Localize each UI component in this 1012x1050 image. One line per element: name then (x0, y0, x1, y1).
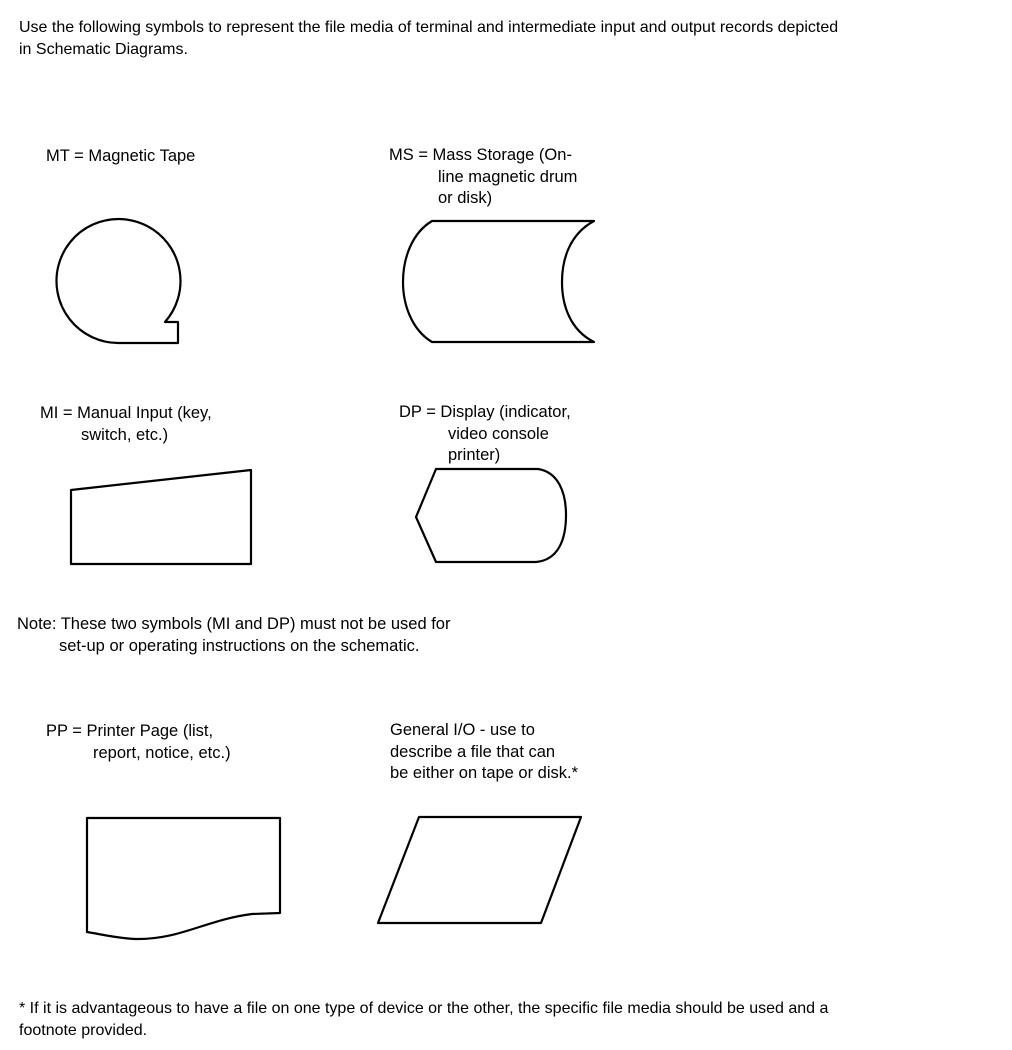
manual-input-icon (71, 470, 251, 564)
footnote-line-1: * If it is advantageous to have a file on one type of device or the other, the specific file media should be used and a (19, 1000, 829, 1017)
intro-line-2: in Schematic Diagrams. (19, 40, 188, 58)
pp-label-line-1: PP = Printer Page (list, (46, 722, 214, 740)
io-label-line-3: be either on tape or disk.* (390, 764, 579, 782)
io-label-line-1: General I/O - use to (390, 721, 535, 739)
note-line-2: set-up or operating instructions on the schematic. (59, 636, 420, 655)
dp-label-line-2: video console (448, 424, 549, 443)
display-icon (416, 469, 566, 562)
mi-label-line-1: MI = Manual Input (key, (40, 404, 212, 422)
printer-page-icon (87, 818, 280, 939)
footnote-line-2: footnote provided. (19, 1021, 148, 1039)
pp-label-line-2: report, notice, etc.) (93, 743, 231, 762)
mt-label-line-1: MT = Magnetic Tape (46, 147, 196, 165)
ms-label-line-2: line magnetic drum (438, 167, 578, 186)
dp-label-line-3: printer) (448, 446, 501, 464)
ms-label-line-3: or disk) (438, 189, 493, 207)
mass-storage-icon (403, 221, 594, 342)
dp-label-line-1: DP = Display (indicator, (399, 403, 571, 421)
magnetic-tape-icon (56, 219, 180, 343)
mi-label-line-2: switch, etc.) (81, 425, 169, 444)
io-label-line-2: describe a file that can (390, 742, 556, 761)
general-io-icon (378, 817, 581, 923)
ms-label-line-1: MS = Mass Storage (On- (389, 146, 572, 164)
intro-line-1: Use the following symbols to represent the file media of terminal and intermediate input and output records depicted (19, 19, 839, 36)
note-line-1: Note: These two symbols (MI and DP) must not be used for (17, 615, 451, 633)
